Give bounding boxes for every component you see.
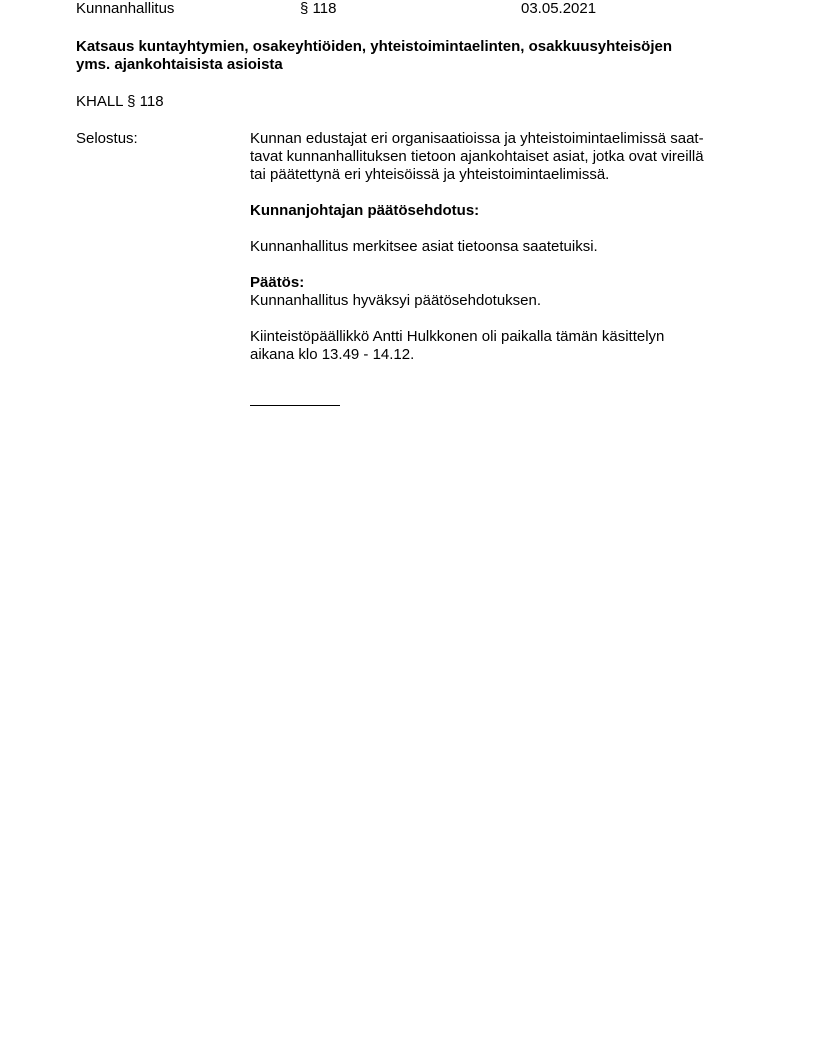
reference-number: KHALL § 118	[76, 93, 164, 110]
note-line: Kiinteistöpäällikkö Antti Hulkkonen oli paikalla tämän käsittelyn	[250, 328, 665, 345]
selostus-label: Selostus:	[76, 130, 138, 147]
selostus-line: tavat kunnanhallituksen tietoon ajankohtaiset asiat, jotka ovat vireillä	[250, 148, 704, 165]
proposal-text: Kunnanhallitus merkitsee asiat tietoonsa saatetuiksi.	[250, 238, 598, 255]
page-header	[76, 0, 776, 18]
header-body-name: Kunnanhallitus	[76, 0, 175, 17]
header-date: 03.05.2021	[521, 0, 597, 17]
decision-heading: Päätös:	[250, 274, 305, 291]
title-line-1: Katsaus kuntayhtymien, osakeyhtiöiden, yhteistoimintaelinten, osakkuusyhteisöjen	[76, 38, 672, 55]
attendance-note	[250, 328, 750, 364]
title-line-2: yms. ajankohtaisista asioista	[76, 56, 283, 73]
document-content	[250, 130, 750, 364]
selostus-text	[250, 130, 750, 184]
note-line: aikana klo 13.49 - 14.12.	[250, 346, 415, 363]
end-divider	[250, 405, 340, 406]
header-section-number: § 118	[300, 0, 337, 17]
selostus-line: Kunnan edustajat eri organisaatioissa ja yhteistoimintaelimissä saat-	[250, 130, 704, 147]
selostus-line: tai päätettynä eri yhteisöissä ja yhteistoimintaelimissä.	[250, 166, 610, 183]
decision-text: Kunnanhallitus hyväksyi päätösehdotuksen.	[250, 292, 542, 309]
proposal-heading: Kunnanjohtajan päätösehdotus:	[250, 202, 480, 219]
document-title	[76, 38, 736, 74]
